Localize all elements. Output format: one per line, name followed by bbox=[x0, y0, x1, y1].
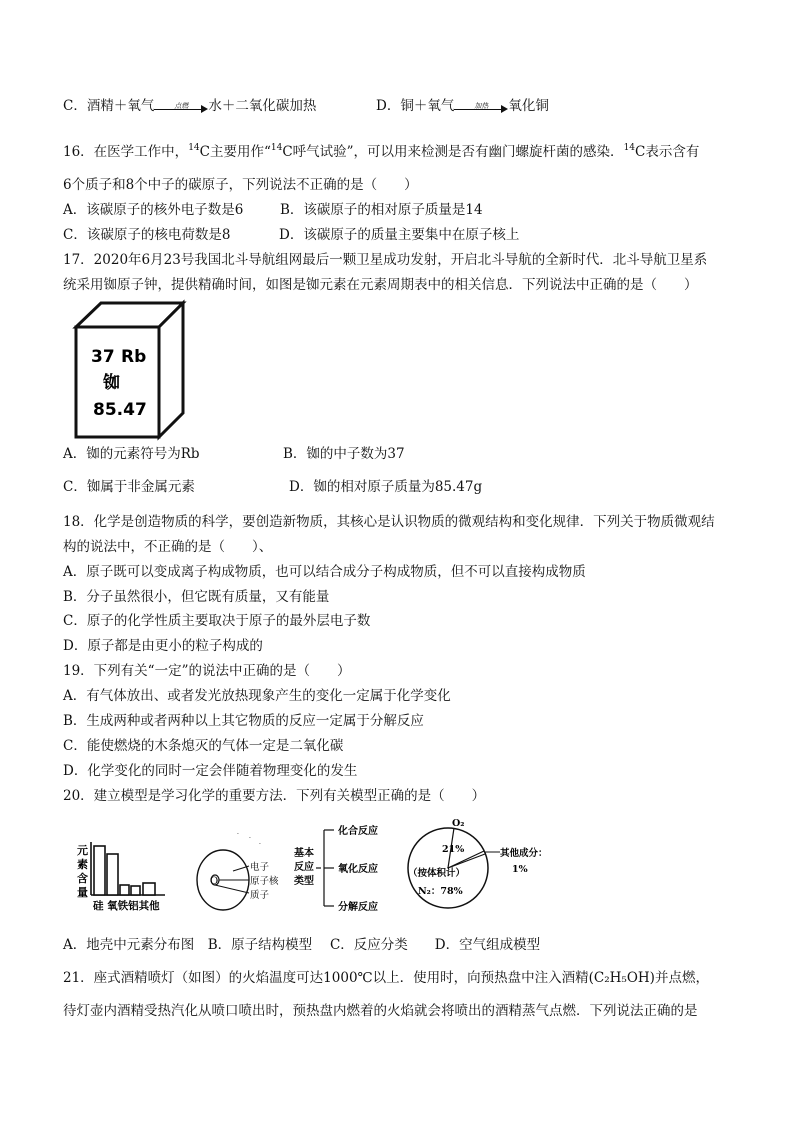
q18-option-c: C．原子的化学性质主要取决于原子的最外层电子数 bbox=[63, 613, 371, 629]
q21-stem-line1 bbox=[63, 969, 709, 987]
q17-stem-line2: 统采用铷原子钟，提供精确时间，如图是铷元素在元素周期表中的相关信息．下列说法中正确的是（ ） bbox=[63, 277, 698, 293]
q15-option-d bbox=[376, 97, 549, 115]
q15-option-c bbox=[63, 97, 316, 115]
ylabel-char: 素 bbox=[77, 858, 88, 871]
svg-text:·: · bbox=[249, 835, 251, 842]
text: C主要用作“ bbox=[199, 144, 271, 160]
q17-stem-line1: 17．2020年6月23号我国北斗导航组网最后一颗卫星成功发射，开启北斗导航的全新时代．北斗导航卫星系 bbox=[63, 252, 708, 268]
q18-stem-line2: 构的说法中，不正确的是（ ）、 bbox=[63, 539, 273, 555]
q16-option-d: D．该碳原子的质量主要集中在原子核上 bbox=[279, 227, 520, 243]
svg-text:·: · bbox=[259, 841, 261, 848]
rubidium-cube-figure bbox=[73, 300, 188, 440]
ylabel-char: 元 bbox=[77, 844, 88, 857]
text: C呼气试验”，可以用来检测是否有幽门螺旋杆菌的感染． bbox=[282, 144, 624, 160]
nucleus-label: O bbox=[210, 876, 219, 887]
atomic-number: 37 bbox=[91, 347, 115, 367]
tree-item: 分解反应 bbox=[338, 902, 378, 913]
bar bbox=[94, 846, 105, 895]
q16-option-c: C．该碳原子的核电荷数是8 bbox=[63, 227, 231, 243]
pie-other-label: 其他成分： bbox=[500, 848, 548, 859]
q17-option-c: C．铷属于非金属元素 bbox=[63, 479, 195, 495]
bar bbox=[143, 883, 155, 895]
tree-item: 氧化反应 bbox=[338, 864, 378, 875]
ethanol-formula: (C₂H₅OH) bbox=[588, 970, 655, 986]
q15-option-c-reactants: C．酒精＋氧气 bbox=[63, 98, 155, 114]
pie-n2-label: N₂：78% bbox=[418, 886, 463, 897]
tree-item: 化合反应 bbox=[338, 826, 378, 837]
bar bbox=[120, 885, 129, 895]
tree-root-line: 基本 bbox=[294, 848, 314, 859]
reaction-classification-figure bbox=[290, 818, 400, 918]
q16-option-a: A．该碳原子的核外电子数是6 bbox=[63, 202, 244, 218]
q20-options: A．地壳中元素分布图 B．原子结构模型 C．反应分类 D．空气组成模型 bbox=[63, 937, 541, 953]
q19-stem: 19．下列有关“一定”的说法中正确的是（ ） bbox=[63, 663, 351, 679]
svg-text:·: · bbox=[237, 831, 239, 838]
arrow-condition: 加热 bbox=[474, 101, 489, 110]
crust-element-bar-figure bbox=[73, 840, 173, 915]
atomic-mass: 85.47 bbox=[93, 400, 147, 420]
reaction-arrow bbox=[154, 100, 208, 114]
q15-option-d-reactants: D．铜＋氧气 bbox=[376, 98, 455, 114]
ylabel-char: 量 bbox=[77, 886, 88, 899]
q15-option-d-products: 氧化铜 bbox=[508, 98, 549, 114]
text: 16．在医学工作中， bbox=[63, 144, 189, 160]
superscript: 14 bbox=[188, 143, 200, 153]
q19-option-d: D．化学变化的同时一定会伴随着物理变化的发生 bbox=[63, 763, 358, 779]
q18-option-b: B．分子虽然很小，但它既有质量，又有能量 bbox=[63, 589, 330, 605]
q15-option-c-products: 水＋二氧化碳加热 bbox=[208, 98, 317, 114]
q16-stem-line2: 6个质子和8个中子的碳原子，下列说法不正确的是（ ） bbox=[63, 177, 418, 193]
ylabel-char: 含 bbox=[77, 872, 88, 885]
pie-note: （按体积计） bbox=[408, 868, 466, 879]
arrow-condition: 点燃 bbox=[174, 101, 189, 110]
bar-xlabel: 硅 氧铁铝其他 bbox=[93, 900, 160, 912]
bar bbox=[131, 886, 140, 895]
bar bbox=[107, 854, 118, 895]
element-symbol: Rb bbox=[121, 347, 147, 367]
pie-o2-value: 21% bbox=[442, 844, 465, 855]
q16-option-b: B．该碳原子的相对原子质量是14 bbox=[280, 202, 483, 218]
q18-option-d: D．原子都是由更小的粒子构成的 bbox=[63, 638, 263, 654]
pie-other-value: 1% bbox=[512, 864, 528, 875]
q18-stem-line1: 18．化学是创造物质的科学，要创造新物质，其核心是认识物质的微观结构和变化规律．下列关于物质微观结 bbox=[63, 514, 715, 530]
q18-option-a: A．原子既可以变成离子构成物质，也可以结合成分子构成物质，但不可以直接构成物质 bbox=[63, 564, 586, 580]
q17-option-a: A．铷的元素符号为Rb bbox=[63, 446, 200, 462]
tree-root-line: 反应 bbox=[294, 862, 314, 873]
air-composition-pie-figure bbox=[402, 814, 548, 922]
element-name: 铷 bbox=[103, 373, 120, 393]
tree-root-line: 类型 bbox=[294, 876, 314, 887]
pie-o2-label: O₂ bbox=[452, 818, 465, 829]
q16-stem-line1 bbox=[63, 143, 699, 161]
superscript: 14 bbox=[270, 143, 283, 153]
q17-option-b: B．铷的中子数为37 bbox=[283, 446, 405, 462]
nucleus-text-label: 原子核 bbox=[250, 876, 279, 887]
q19-option-b: B．生成两种或者两种以上其它物质的反应一定属于分解反应 bbox=[63, 713, 424, 729]
text: 并点燃， bbox=[654, 970, 709, 986]
superscript: 14 bbox=[623, 143, 636, 153]
electron-label: 电子 bbox=[250, 862, 270, 873]
q20-stem: 20．建立模型是学习化学的重要方法．下列有关模型正确的是（ ） bbox=[63, 788, 486, 804]
q17-option-d: D．铷的相对原子质量为85.47g bbox=[289, 479, 483, 495]
proton-label: 质子 bbox=[250, 890, 270, 901]
q19-option-a: A．有气体放出、或者发光放热现象产生的变化一定属于化学变化 bbox=[63, 688, 451, 704]
reaction-arrow bbox=[454, 100, 508, 114]
text: C表示含有 bbox=[635, 144, 700, 160]
q19-option-c: C．能使燃烧的木条熄灭的气体一定是二氧化碳 bbox=[63, 738, 344, 754]
atom-model-figure bbox=[193, 822, 288, 917]
text: 21．座式酒精喷灯（如图）的火焰温度可达1000℃以上．使用时，向预热盘中注入酒精 bbox=[63, 970, 589, 986]
q21-stem-line2: 待灯壶内酒精受热汽化从喷口喷出时，预热盘内燃着的火焰就会将喷出的酒精蒸气点燃．下列说法正确的是 bbox=[63, 1003, 698, 1019]
